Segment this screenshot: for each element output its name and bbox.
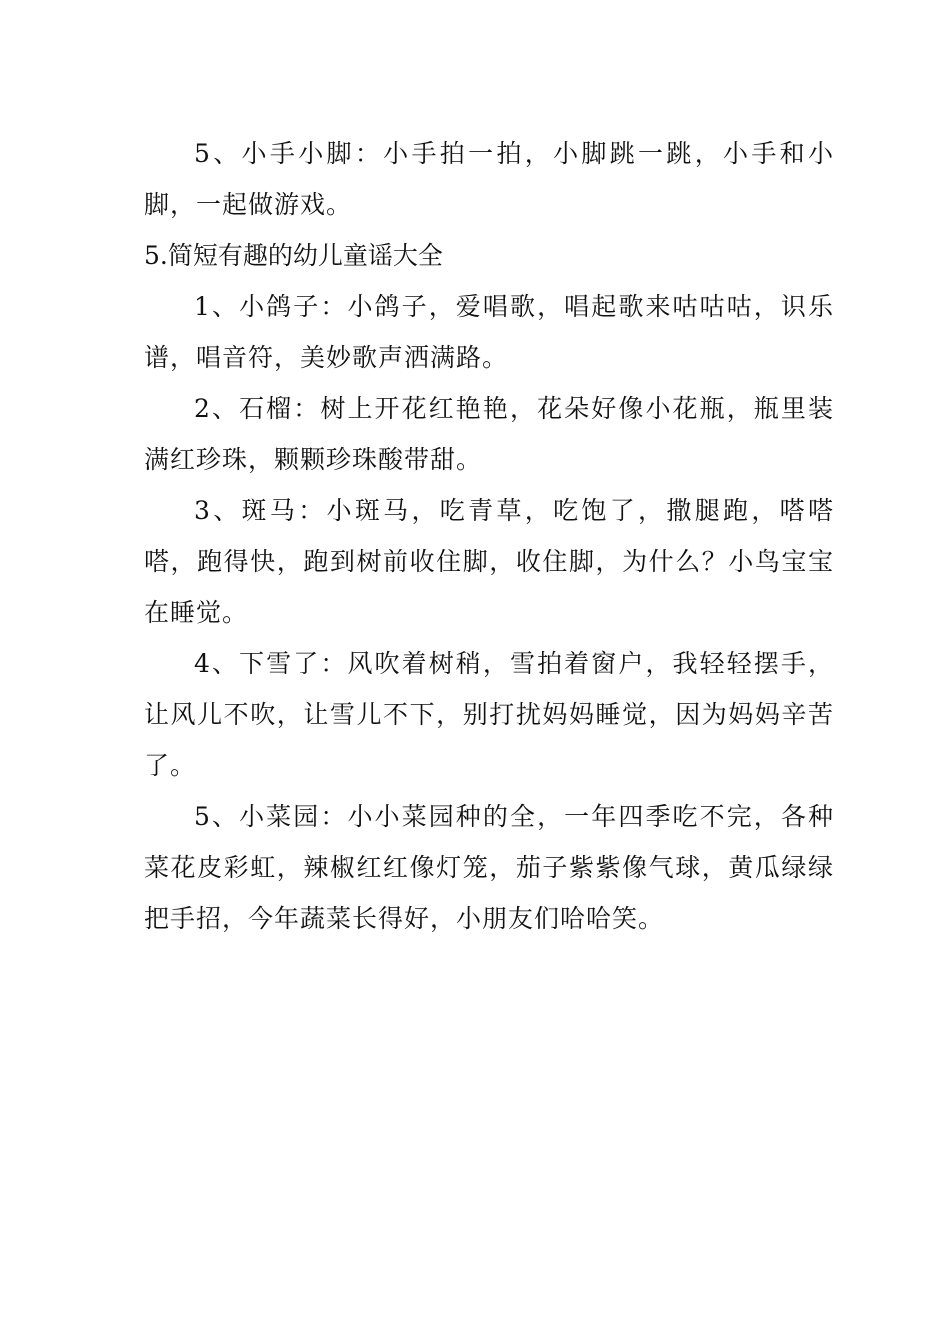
paragraph-pomegranate: 2、石榴：树上开花红艳艳，花朵好像小花瓶，瓶里装满红珍珠，颗颗珍珠酸带甜。 <box>144 394 834 474</box>
document-body <box>144 128 834 944</box>
section-heading: 5.简短有趣的幼儿童谣大全 <box>144 241 443 270</box>
paragraph-vegetable-garden: 5、小菜园：小小菜园种的全，一年四季吃不完，各种菜花皮彩虹，辣椒红红像灯笼，茄子紫紫像气球，黄瓜绿绿把手招，今年蔬菜长得好，小朋友们哈哈笑。 <box>144 802 834 933</box>
paragraph-little-hands-feet: 5、小手小脚：小手拍一拍，小脚跳一跳，小手和小脚，一起做游戏。 <box>144 139 834 219</box>
paragraph-zebra: 3、斑马：小斑马，吃青草，吃饱了，撒腿跑，嗒嗒嗒，跑得快，跑到树前收住脚，收住脚，为什么？小鸟宝宝在睡觉。 <box>144 496 834 627</box>
paragraph-little-pigeon: 1、小鸽子：小鸽子，爱唱歌，唱起歌来咕咕咕，识乐谱，唱音符，美妙歌声洒满路。 <box>144 292 834 372</box>
paragraph-snowing: 4、下雪了：风吹着树稍，雪拍着窗户，我轻轻摆手，让风儿不吹，让雪儿不下，别打扰妈妈睡觉，因为妈妈辛苦了。 <box>144 649 834 780</box>
